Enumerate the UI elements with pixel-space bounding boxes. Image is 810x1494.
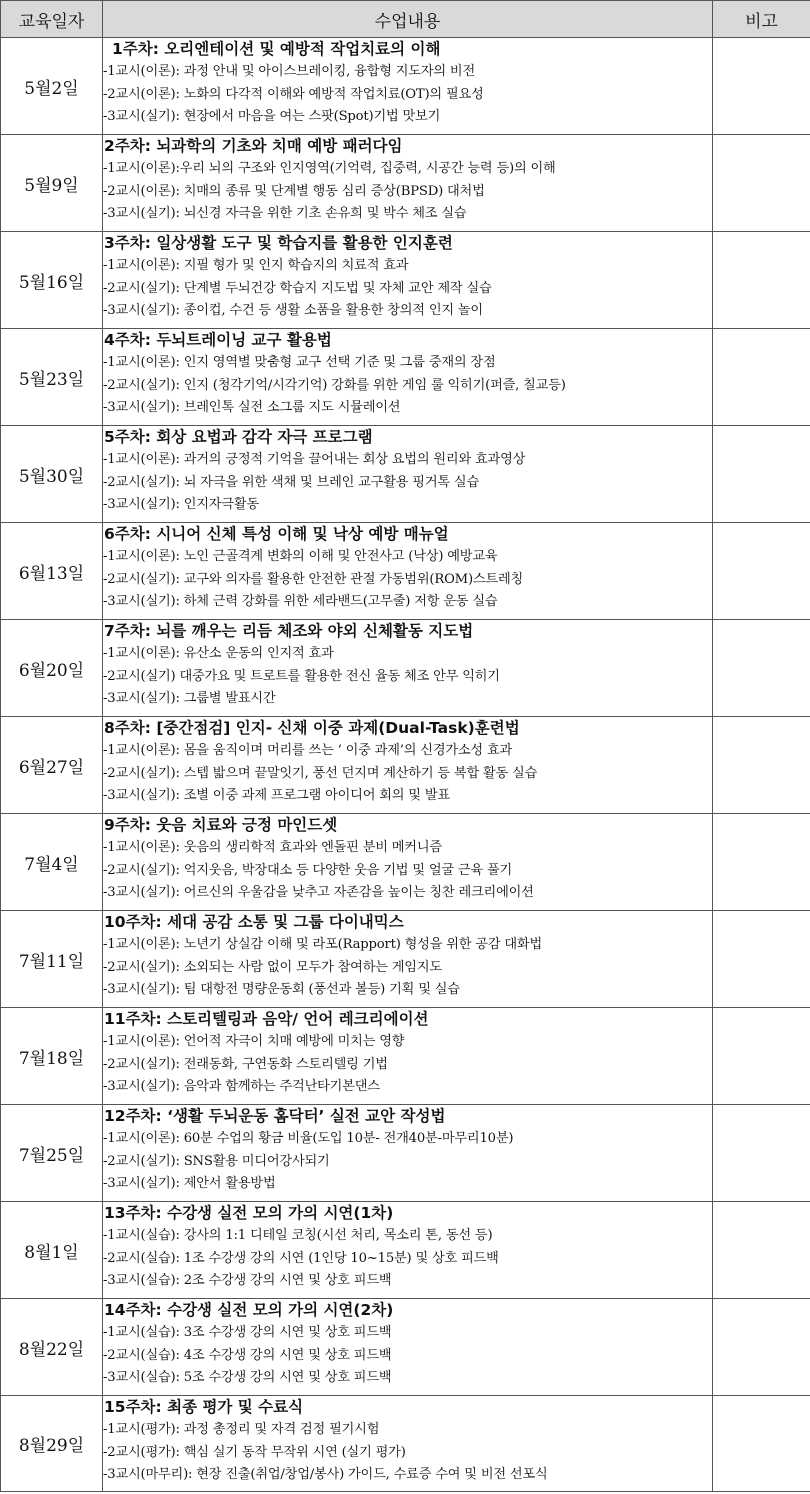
session-line: -3교시(실기): 음악과 함께하는 주걱난타기본댄스 — [103, 1079, 380, 1094]
date-cell: 5월30일 — [1, 426, 103, 523]
table-row — [1, 911, 810, 1008]
note-cell — [713, 1105, 810, 1202]
session-line: -2교시(실기): 억지웃음, 박장대소 등 다양한 웃음 기법 및 얼굴 근육 풀기 — [103, 862, 513, 878]
week-title: 14주차: 수강생 실전 모의 가의 시연(2차) — [104, 1301, 394, 1319]
session-line: -3교시(실기): 어르신의 우울감을 낮추고 자존감을 높이는 칭찬 레크리에이션 — [103, 885, 534, 900]
table-row — [1, 1202, 810, 1299]
session-line: -2교시(평가): 핵심 실기 동작 무작위 시연 (실기 평가) — [103, 1444, 406, 1460]
content-cell — [103, 717, 713, 814]
table-row — [1, 1299, 810, 1396]
week-title: 3주차: 일상생활 도구 및 학습지를 활용한 인지훈련 — [104, 234, 453, 252]
session-line: -2교시(실기): 소외되는 사람 없이 모두가 참여하는 게임지도 — [103, 959, 442, 975]
week-title: 9주차: 웃음 치료와 긍정 마인드셋 — [104, 816, 338, 834]
table-row — [1, 1105, 810, 1202]
content-cell — [103, 38, 713, 135]
header-row — [1, 1, 810, 38]
note-cell — [713, 911, 810, 1008]
week-title: 6주차: 시니어 신체 특성 이해 및 낙상 예방 매뉴얼 — [104, 525, 449, 543]
week-title: 1주차: 오리엔테이션 및 예방적 작업치료의 이해 — [112, 40, 441, 58]
date-cell: 5월9일 — [1, 135, 103, 232]
table-row — [1, 329, 810, 426]
session-line: -2교시(실습): 4조 수강생 강의 시연 및 상호 피드백 — [103, 1347, 392, 1363]
week-title: 8주차: [중간점검] 인지- 신채 이중 과제(Dual-Task)훈련법 — [104, 719, 520, 737]
content-cell — [103, 135, 713, 232]
content-cell — [103, 1299, 713, 1396]
session-line: -1교시(이론):우리 뇌의 구조와 인지영역(기억력, 집중력, 시공간 능력 등)의 이해 — [103, 161, 556, 176]
week-title: 4주차: 두뇌트레이닝 교구 활용법 — [104, 331, 332, 349]
session-line: -2교시(실기): 전래동화, 구연동화 스토리텔링 기법 — [103, 1056, 388, 1072]
session-line: -1교시(평가): 과정 총정리 및 자격 검정 필기시험 — [103, 1422, 380, 1437]
date-cell: 8월22일 — [1, 1299, 103, 1396]
date-cell: 8월29일 — [1, 1396, 103, 1492]
session-line: -2교시(실기): 단계별 두뇌건강 학습지 지도법 및 자체 교안 제작 실습 — [103, 280, 492, 296]
session-line: -3교시(마무리): 현장 진출(취업/창업/봉사) 가이드, 수료증 수여 및 비전 선포식 — [103, 1467, 548, 1482]
date-cell: 5월2일 — [1, 38, 103, 135]
session-line: -2교시(실기): 스텝 밟으며 끝말잇기, 풍선 던지며 계산하기 등 복합 활동 실습 — [103, 765, 538, 781]
content-cell — [103, 232, 713, 329]
content-cell — [103, 523, 713, 620]
date-cell: 7월11일 — [1, 911, 103, 1008]
session-line: -2교시(실기): SNS활용 미디어강사되기 — [103, 1153, 330, 1169]
content-cell — [103, 426, 713, 523]
content-cell — [103, 1008, 713, 1105]
session-line: -3교시(실기): 뇌신경 자극을 위한 기초 손유희 및 박수 체조 실습 — [103, 206, 467, 221]
session-line: -2교시(실기): 교구와 의자를 활용한 안전한 관절 가동범위(ROM)스트레칭 — [103, 571, 524, 587]
session-line: -3교시(실기): 브레인톡 실전 소그룹 지도 시뮬레이션 — [103, 400, 401, 415]
session-line: -3교시(실기): 종이컵, 수건 등 생활 소품을 활용한 창의적 인지 놀이 — [103, 303, 483, 318]
session-line: -3교시(실기): 현장에서 마음을 여는 스팟(Spot)기법 맛보기 — [103, 109, 441, 124]
table-row — [1, 1008, 810, 1105]
table-row — [1, 232, 810, 329]
note-cell — [713, 1202, 810, 1299]
table-row — [1, 38, 810, 135]
week-title: 7주차: 뇌를 깨우는 리듬 체조와 야외 신체활동 지도법 — [104, 622, 474, 640]
note-cell — [713, 1299, 810, 1396]
session-line: -3교시(실기): 제안서 활용방법 — [103, 1176, 276, 1191]
note-cell — [713, 620, 810, 717]
session-line: -1교시(실습): 강사의 1:1 디테일 코칭(시선 처리, 목소리 톤, 동선 등) — [103, 1228, 493, 1243]
content-cell — [103, 814, 713, 911]
table-row — [1, 717, 810, 814]
date-cell: 5월23일 — [1, 329, 103, 426]
date-cell: 6월27일 — [1, 717, 103, 814]
session-line: -3교시(실습): 5조 수강생 강의 시연 및 상호 피드백 — [103, 1370, 392, 1385]
session-line: -3교시(실기): 인지자극활동 — [103, 497, 259, 512]
content-cell — [103, 1396, 713, 1492]
session-line: -1교시(이론): 인지 영역별 맞춤형 교구 선택 기준 및 그룹 중재의 장점 — [103, 355, 496, 370]
week-title: 11주차: 스토리텔링과 음악/ 언어 레크리에이션 — [104, 1010, 429, 1028]
week-title: 5주차: 회상 요법과 감각 자극 프로그램 — [104, 428, 373, 446]
session-line: -1교시(이론): 과정 안내 및 아이스브레이킹, 융합형 지도자의 비전 — [103, 64, 475, 79]
table-row — [1, 523, 810, 620]
session-line: -1교시(이론): 과거의 긍정적 기억을 끌어내는 회상 요법의 원리와 효과영상 — [103, 452, 526, 467]
session-line: -1교시(이론): 노년기 상실감 이해 및 라포(Rapport) 형성을 위한 공감 대화법 — [103, 937, 542, 952]
session-line: -1교시(이론): 웃음의 생리학적 효과와 엔돌핀 분비 메커니즘 — [103, 840, 442, 855]
note-cell — [713, 1396, 810, 1492]
schedule-body — [1, 38, 810, 1492]
table-row — [1, 620, 810, 717]
header-note: 비고 — [713, 1, 810, 38]
session-line: -2교시(실기): 뇌 자극을 위한 색채 및 브레인 교구활용 핑거톡 실습 — [103, 474, 479, 490]
session-line: -1교시(이론): 유산소 운동의 인지적 효과 — [103, 646, 334, 661]
table-row — [1, 814, 810, 911]
content-cell — [103, 1105, 713, 1202]
session-line: -1교시(이론): 60분 수업의 황금 비율(도입 10분- 전개40분-마무리10분) — [103, 1131, 514, 1146]
note-cell — [713, 426, 810, 523]
session-line: -3교시(실기): 그룹별 발표시간 — [103, 691, 276, 706]
header-date: 교육일자 — [1, 1, 103, 38]
note-cell — [713, 1008, 810, 1105]
note-cell — [713, 135, 810, 232]
session-line: -1교시(이론): 노인 근골격계 변화의 이해 및 안전사고 (낙상) 예방교육 — [103, 549, 498, 564]
session-line: -3교시(실습): 2조 수강생 강의 시연 및 상호 피드백 — [103, 1273, 392, 1288]
content-cell — [103, 1202, 713, 1299]
week-title: 15주차: 최종 평가 및 수료식 — [104, 1398, 304, 1416]
session-line: -2교시(실기) 대중가요 및 트로트를 활용한 전신 율동 체조 안무 익히기 — [103, 668, 500, 684]
note-cell — [713, 814, 810, 911]
content-cell — [103, 911, 713, 1008]
date-cell: 6월20일 — [1, 620, 103, 717]
date-cell: 7월25일 — [1, 1105, 103, 1202]
table-row — [1, 1396, 810, 1492]
session-line: -1교시(실습): 3조 수강생 강의 시연 및 상호 피드백 — [103, 1325, 392, 1340]
note-cell — [713, 232, 810, 329]
note-cell — [713, 523, 810, 620]
header-content: 수업내용 — [103, 1, 713, 38]
table-row — [1, 426, 810, 523]
session-line: -1교시(이론): 몸을 움직이며 머리를 쓰는 ‘ 이중 과제’의 신경가소성 효과 — [103, 743, 513, 758]
date-cell: 8월1일 — [1, 1202, 103, 1299]
date-cell: 7월4일 — [1, 814, 103, 911]
session-line: -2교시(이론): 노화의 다각적 이해와 예방적 작업치료(OT)의 필요성 — [103, 86, 484, 102]
session-line: -2교시(실기): 인지 (청각기억/시각기억) 강화를 위한 게임 룰 익히기(퍼즐, 칠교등) — [103, 377, 566, 393]
date-cell: 7월18일 — [1, 1008, 103, 1105]
date-cell: 6월13일 — [1, 523, 103, 620]
session-line: -3교시(실기): 팀 대항전 명량운동회 (풍선과 볼등) 기획 및 실습 — [103, 982, 460, 997]
session-line: -2교시(이론): 치매의 종류 및 단계별 행동 심리 증상(BPSD) 대처법 — [103, 183, 485, 199]
content-cell — [103, 329, 713, 426]
note-cell — [713, 717, 810, 814]
note-cell — [713, 38, 810, 135]
note-cell — [713, 329, 810, 426]
session-line: -3교시(실기): 하체 근력 강화를 위한 세라밴드(고무줄) 저항 운동 실습 — [103, 594, 498, 609]
week-title: 12주차: ‘생활 두뇌운동 홈닥터’ 실전 교안 작성법 — [104, 1107, 446, 1125]
session-line: -1교시(이론): 지필 형가 및 인지 학습지의 치료적 효과 — [103, 258, 409, 273]
table-row — [1, 135, 810, 232]
week-title: 13주차: 수강생 실전 모의 가의 시연(1차) — [104, 1204, 394, 1222]
session-line: -3교시(실기): 조별 이중 과제 프로그램 아이디어 회의 및 발표 — [103, 788, 450, 803]
date-cell: 5월16일 — [1, 232, 103, 329]
session-line: -2교시(실습): 1조 수강생 강의 시연 (1인당 10~15분) 및 상호 피드백 — [103, 1250, 499, 1266]
session-line: -1교시(이론): 언어적 자극이 치매 예방에 미치는 영향 — [103, 1034, 405, 1049]
week-title: 10주차: 세대 공감 소통 및 그룹 다이내믹스 — [104, 913, 404, 931]
week-title: 2주차: 뇌과학의 기초와 치매 예방 패러다임 — [104, 137, 403, 155]
content-cell — [103, 620, 713, 717]
